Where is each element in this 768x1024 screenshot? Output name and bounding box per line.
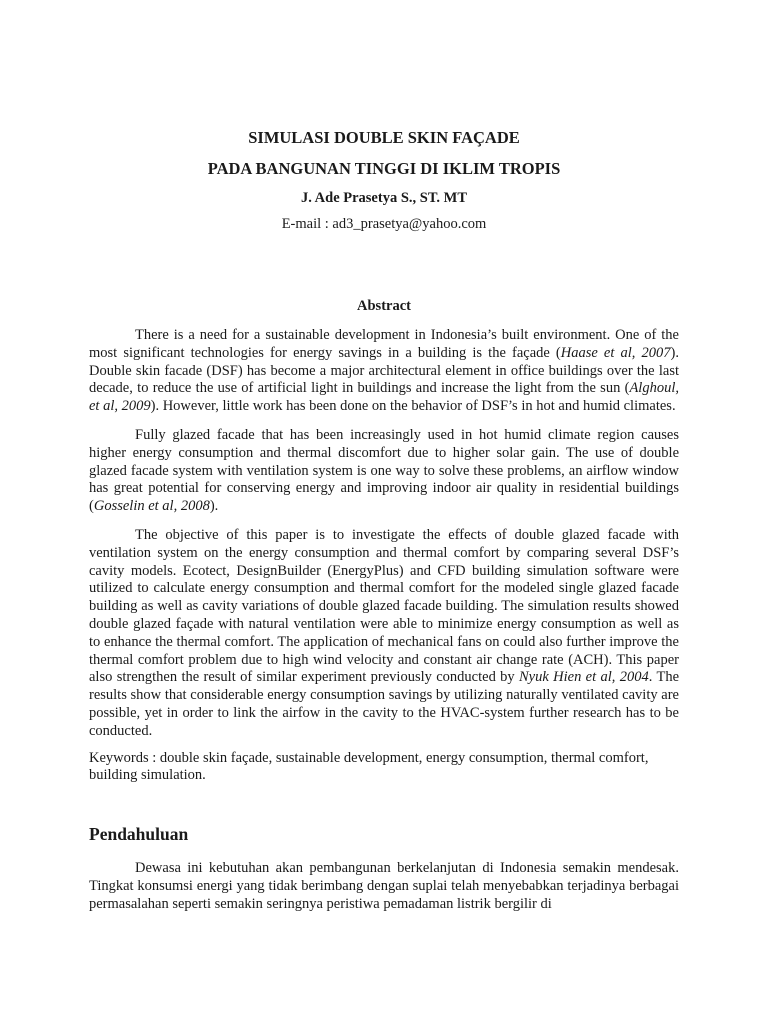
page-content xyxy=(89,127,679,914)
text-span: There is a need for a sustainable development in Indonesia’s built environment. One of the most significant technologies for energy savings in a building is the façade ( xyxy=(89,327,679,361)
section-paragraph-1: Dewasa ini kebutuhan akan pembangunan berkelanjutan di Indonesia semakin mendesak. Tingkat konsumsi energi yang tidak berimbang dengan suplai telah menyebabkan terjadinya berbagai permasalahan seperti semakin seringnya peristiwa pemadaman listrik bergilir di xyxy=(89,860,679,912)
abstract-paragraph-2 xyxy=(89,427,679,516)
text-span: . The results show that considerable energy consumption savings by utilizing naturally ventilated cavity are possible, yet in order to link the airfow in the cavity to the HVAC-system further research has to be conducted. xyxy=(89,669,680,739)
paper-title-line-2: PADA BANGUNAN TINGGI DI IKLIM TROPIS xyxy=(207,159,561,178)
text-span: ). However, little work has been done on the behavior of DSF’s in hot and humid climates. xyxy=(150,398,676,415)
paper-title-line-1: SIMULASI DOUBLE SKIN FAÇADE xyxy=(248,128,520,147)
citation: Alghoul, et al, 2009 xyxy=(89,380,679,415)
author-name: J. Ade Prasetya S., ST. MT xyxy=(300,190,468,206)
text-span: Fully glazed facade that has been increasingly used in hot humid climate region causes higher energy consumption and thermal discomfort due to higher solar gain. The use of double glazed facade system with ventilation system is one way to solve these problems, an airflow window has great potential for conserving energy and improving indoor air quality in residential buildings ( xyxy=(89,426,679,515)
text-span: The objective of this paper is to investigate the effects of double glazed facade with ventilation system on the energy consumption and thermal comfort by comparing several DSF’s cavity models. Ecotect, DesignBuilder (EnergyPlus) and CFD building simulation software were utilized to calculate energy consumption and thermal comfort for the modeled single glazed facade building as well as cavity variations of double glazed facade building. The simulation results showed double glazed façade with natural ventilation were able to minimize energy consumption as well as to enhance the thermal comfort. The application of mechanical fans on could also further improve the thermal comfort problem due to high wind velocity and constant air change rate (ACH). This paper also strengthen the result of similar experiment previously conducted by xyxy=(89,526,679,686)
author-email: E-mail : ad3_prasetya@yahoo.com xyxy=(281,216,487,232)
abstract-paragraph-3 xyxy=(89,527,679,741)
text-span: ). Double skin facade (DSF) has become a major architectural element in office buildings over the last decade, to reduce the use of artificial light in buildings and increase the light from the sun ( xyxy=(89,344,679,397)
abstract-heading: Abstract xyxy=(357,298,411,314)
keywords: Keywords : double skin façade, sustainable development, energy consumption, thermal comfort, building simulation. xyxy=(89,749,649,784)
section-heading: Pendahuluan xyxy=(89,824,189,845)
abstract-paragraph-1 xyxy=(89,327,679,416)
text-span: ). xyxy=(209,498,219,515)
citation: Nyuk Hien et al, 2004 xyxy=(519,669,649,686)
citation: Gosselin et al, 2008 xyxy=(93,498,210,515)
citation: Haase et al, 2007 xyxy=(560,344,671,361)
